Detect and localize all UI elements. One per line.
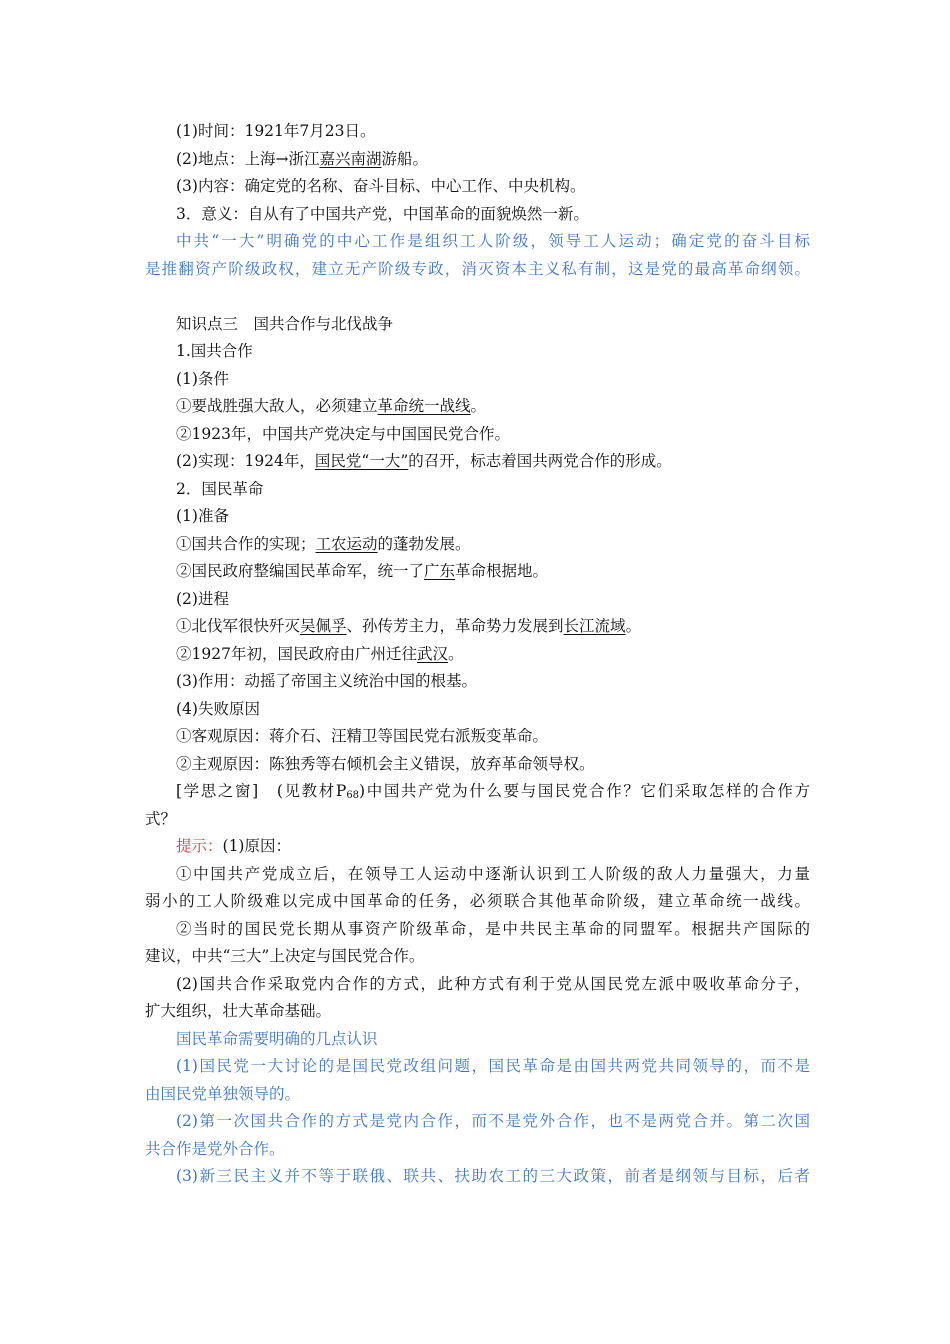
underlined-term: 长江流域 <box>563 617 626 635</box>
note-line <box>145 228 810 256</box>
hint-label: 提示： <box>176 837 223 855</box>
text: (1)准备 <box>176 507 229 525</box>
text: (3)内容：确定党的名称、奋斗目标、中心工作、中央机构。 <box>176 177 586 195</box>
list-item <box>145 641 810 669</box>
text: 共合作是党外合作。 <box>145 1139 285 1158</box>
text: ②国民政府整编国民革命军，统一了 <box>176 562 425 580</box>
note-line <box>145 1108 810 1136</box>
subsection-heading <box>145 338 810 366</box>
text: 是推翻资产阶级政权，建立无产阶级专政，消灭资本主义私有制，这是党的最高革命纲领。 <box>145 259 810 278</box>
hint-text <box>145 998 810 1026</box>
text: 中共“一大”明确党的中心工作是组织工人阶级，领导工人运动；确定党的奋斗目标 <box>176 232 810 250</box>
list-item <box>145 558 810 586</box>
text: ②当时的国民党长期从事资产阶级革命，是中共民主革命的同盟军。根据共产国际的 <box>176 919 810 938</box>
note-line <box>145 1136 810 1164</box>
text: (3)新三民主义并不等于联俄、联共、扶助农工的三大政策，前者是纲领与目标，后者 <box>176 1167 810 1185</box>
subsection-heading <box>145 476 810 504</box>
underlined-term: 嘉兴南湖 <box>319 149 382 168</box>
hint-text <box>145 888 810 916</box>
text: 1.国共合作 <box>176 342 253 360</box>
text: (2)地点：上海→浙江 <box>176 149 320 168</box>
list-item <box>145 421 810 449</box>
underlined-term: 国民党“一大” <box>314 452 409 470</box>
note-line <box>145 256 810 284</box>
text: ②主观原因：陈独秀等右倾机会主义错误，放弃革命领导权。 <box>176 754 595 773</box>
item-heading <box>145 366 810 394</box>
underlined-term: 武汉 <box>416 644 448 663</box>
text: (2)第一次国共合作的方式是党内合作，而不是党外合作，也不是两党合并。第二次国 <box>176 1112 810 1130</box>
content-line <box>145 173 810 201</box>
text: ①国共合作的实现； <box>176 534 316 553</box>
list-item <box>145 723 810 751</box>
underlined-term: 革命统一战线 <box>377 397 471 415</box>
text: (1)原因： <box>222 837 291 855</box>
location-line <box>145 146 810 174</box>
time-line <box>145 118 810 146</box>
text: [学思之窗] (见教材P <box>176 782 347 800</box>
text: 建议，中共“三大”上决定与国民党合作。 <box>145 947 425 965</box>
text: ①客观原因：蒋介石、汪精卫等国民党右派叛变革命。 <box>176 727 549 745</box>
text: 知识点三 国共合作与北伐战争 <box>176 314 394 333</box>
item-heading <box>145 586 810 614</box>
hint-text <box>145 971 810 999</box>
question-line <box>145 806 810 834</box>
list-item <box>145 448 810 476</box>
text: (1)条件 <box>176 369 229 388</box>
text: 革命根据地。 <box>455 562 549 580</box>
text: 。 <box>470 397 487 415</box>
list-item <box>145 531 810 559</box>
significance-line <box>145 201 810 229</box>
text: ②1923年，中国共产党决定与中国国民党合作。 <box>176 424 510 443</box>
text: 3．意义：自从有了中国共产党，中国革命的面貌焕然一新。 <box>176 204 589 223</box>
spacer <box>145 283 810 311</box>
text: 扩大组织，壮大革命基础。 <box>145 1002 332 1020</box>
page-subscript: 68 <box>346 790 360 801</box>
text: 的蓬勃发展。 <box>377 534 471 553</box>
underlined-term: 吴佩孚 <box>300 617 347 635</box>
text: 。 <box>625 617 642 635</box>
question-line <box>145 778 810 806</box>
document-page <box>145 118 810 1191</box>
text: (1)时间：1921年7月23日。 <box>176 122 376 140</box>
underlined-term: 广东 <box>424 562 456 580</box>
text: 式？ <box>145 809 177 828</box>
text: 弱小的工人阶级难以完成中国革命的任务，必须联合其他革命阶级，建立革命统一战线。 <box>145 892 810 910</box>
text: (2)实现：1924年， <box>176 452 315 470</box>
hint-text <box>145 861 810 889</box>
text: (3)作用：动摇了帝国主义统治中国的根基。 <box>176 672 477 690</box>
text: 。 <box>447 644 464 663</box>
list-item <box>145 751 810 779</box>
note-line <box>145 1163 810 1191</box>
text: 国民革命需要明确的几点认识 <box>176 1029 378 1048</box>
item-heading <box>145 696 810 724</box>
list-item <box>145 393 810 421</box>
text: ①北伐军很快歼灭 <box>176 617 301 635</box>
note-heading <box>145 1026 810 1054</box>
text: (4)失败原因 <box>176 699 260 718</box>
text: 2．国民革命 <box>176 479 264 498</box>
text: (2)国共合作采取党内合作的方式，此种方式有利于党从国民党左派中吸收革命分子， <box>176 974 810 993</box>
text: )中国共产党为什么要与国民党合作？它们采取怎样的合作方 <box>359 782 810 800</box>
hint-text <box>145 916 810 944</box>
text: ①要战胜强大敌人，必须建立 <box>176 397 378 415</box>
text: (1)国民党一大讨论的是国民党改组问题，国民革命是由国共两党共同领导的，而不是 <box>176 1057 810 1075</box>
list-item <box>145 613 810 641</box>
item-heading <box>145 503 810 531</box>
text: 的召开，标志着国共两党合作的形成。 <box>408 452 672 470</box>
text: 游船。 <box>381 149 428 168</box>
text: 、孙传芳主力，革命势力发展到 <box>346 617 564 635</box>
text: ②1927年初，国民政府由广州迁往 <box>176 644 417 663</box>
section-heading <box>145 311 810 339</box>
text: 由国民党单独领导的。 <box>145 1084 301 1103</box>
text: (2)进程 <box>176 589 229 608</box>
item-heading <box>145 668 810 696</box>
note-line <box>145 1053 810 1081</box>
note-line <box>145 1081 810 1109</box>
hint-line <box>145 833 810 861</box>
underlined-term: 工农运动 <box>315 534 378 553</box>
text: ①中国共产党成立后，在领导工人运动中逐渐认识到工人阶级的敌人力量强大，力量 <box>176 864 810 883</box>
hint-text <box>145 943 810 971</box>
